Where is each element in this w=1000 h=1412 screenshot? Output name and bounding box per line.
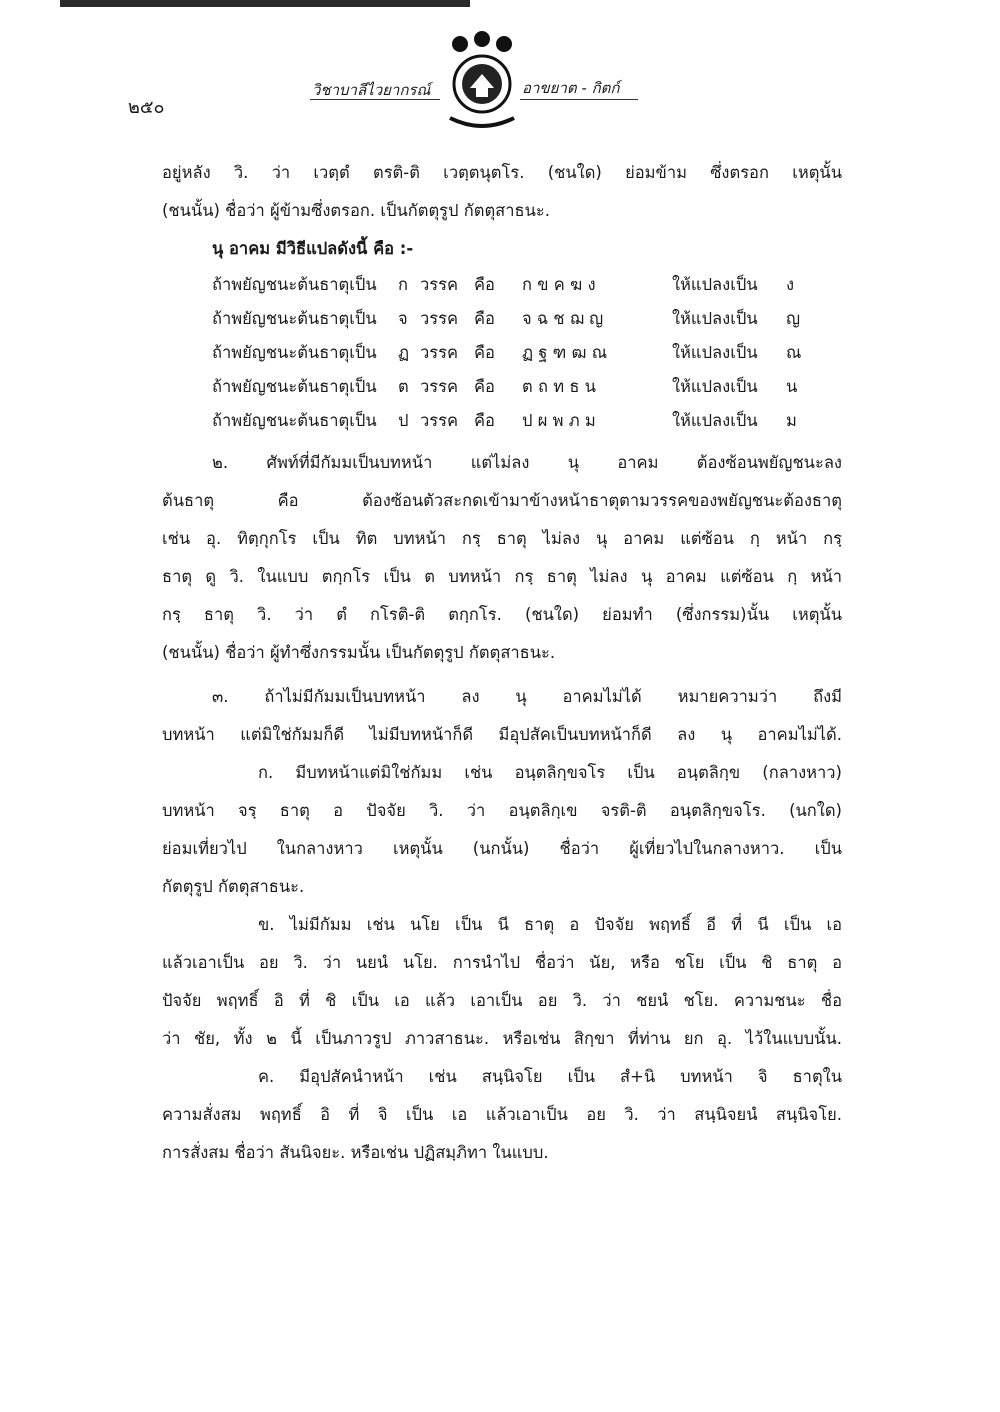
row-instruction: ให้แปลงเป็น	[672, 343, 758, 362]
ka-line: กัตตุรูป กัตตุสาธนะ.	[162, 877, 305, 896]
row-khue: คือ	[474, 275, 495, 294]
row-lead: ถ้าพยัญชนะต้นธาตุเป็น	[212, 309, 377, 328]
section-title: อาขยาต - กิตก์	[522, 79, 620, 97]
kho-line: การสั่งสม ชื่อว่า สันนิจยะ. หรือเช่น ปฏิสมฺภิทา ในแบบ.	[162, 1143, 549, 1162]
header-rule-left	[310, 99, 440, 100]
row-instruction: ให้แปลงเป็น	[672, 275, 758, 294]
intro-line: (ชนนั้น) ชื่อว่า ผู้ข้ามซึ่งตรอก. เป็นกัตตุรูป กัตตุสาธนะ.	[162, 201, 550, 220]
row-varga: วรรค	[420, 275, 459, 294]
rule2-line: กรฺ ธาตุ วิ. ว่า ตํ กโรติ-ติ ตกฺกโร. (ชนใด) ย่อมทำ (ซึ่งกรรม)นั้น เหตุนั้น	[162, 605, 842, 624]
row-result: ญ	[786, 309, 801, 328]
scan-edge-mark	[60, 0, 470, 7]
row-lead: ถ้าพยัญชนะต้นธาตุเป็น	[212, 343, 377, 362]
rule2-line: ธาตุ ดู วิ. ในแบบ ตกฺกโร เป็น ต บทหน้า กรฺ ธาตุ ไม่ลง นุ อาคม แต่ซ้อน กฺ หน้า	[162, 567, 842, 586]
row-lead: ถ้าพยัญชนะต้นธาตุเป็น	[212, 377, 377, 396]
row-consonants: ต ถ ท ธ น	[522, 377, 596, 396]
row-letter: ป	[398, 411, 409, 430]
kho-line: ค. มีอุปสัคนำหน้า เช่น สนฺนิจโย เป็น สํ+นิ บทหน้า จิ ธาตุใน	[258, 1067, 842, 1086]
row-result: น	[786, 377, 798, 396]
row-result: ม	[786, 411, 797, 430]
nu-heading: นุ อาคม มีวิธีแปลดังนี้ คือ :-	[212, 239, 414, 258]
rule2-line: เช่น อุ. ทิตฺกุกโร เป็น ทิต บทหน้า กรฺ ธาตุ ไม่ลง นุ อาคม แต่ซ้อน กฺ หน้า กรฺ	[162, 529, 842, 548]
row-result: ง	[786, 275, 795, 294]
table-row	[212, 336, 842, 370]
row-instruction: ให้แปลงเป็น	[672, 309, 758, 328]
row-khue: คือ	[474, 411, 495, 430]
emblem-icon	[440, 30, 524, 134]
kho-line: ความสั่งสม พฤทธิ์ อิ ที่ จิ เป็น เอ แล้วเอาเป็น อย วิ. ว่า สนฺนิจยนํ สนฺนิจโย.	[162, 1105, 842, 1124]
row-varga: วรรค	[420, 343, 459, 362]
page-body	[162, 154, 842, 1172]
nu-table	[212, 268, 842, 438]
row-consonants: ก ข ค ฆ ง	[522, 275, 596, 294]
row-letter: ก	[398, 275, 408, 294]
row-letter: ฏ	[398, 343, 410, 362]
row-consonants: ป ผ พ ภ ม	[522, 411, 596, 430]
rule3-line: บทหน้า แต่มิใช่กัมมก็ดี ไม่มีบทหน้าก็ดี มีอุปสัคเป็นบทหน้าก็ดี ลง นุ อาคมไม่ได้.	[162, 725, 842, 744]
row-lead: ถ้าพยัญชนะต้นธาตุเป็น	[212, 411, 377, 430]
row-consonants: จ ฉ ช ฌ ญ	[522, 309, 604, 328]
row-varga: วรรค	[420, 309, 459, 328]
row-khue: คือ	[474, 309, 495, 328]
row-lead: ถ้าพยัญชนะต้นธาตุเป็น	[212, 275, 377, 294]
kha-line: ว่า ชัย, ทั้ง ๒ นี้ เป็นภาวรูป ภาวสาธนะ. หรือเช่น สิกฺขา ที่ท่าน ยก อุ. ไว้ในแบบนั้น.	[162, 1029, 842, 1048]
table-row	[212, 370, 842, 404]
ka-line: ย่อมเที่ยวไป ในกลางหาว เหตุนั้น (นกนั้น) ชื่อว่า ผู้เที่ยวไปในกลางหาว. เป็น	[162, 839, 842, 858]
row-khue: คือ	[474, 343, 495, 362]
row-varga: วรรค	[420, 377, 459, 396]
header-rule-right	[520, 99, 638, 100]
row-varga: วรรค	[420, 411, 459, 430]
row-consonants: ฏ ฐ ฑ ฒ ณ	[522, 343, 608, 362]
ka-line: ก. มีบทหน้าแต่มิใช่กัมม เช่น อนฺตลิกฺขจโร เป็น อนฺตลิกฺข (กลางหาว)	[258, 763, 842, 782]
table-row	[212, 268, 842, 302]
kha-line: แล้วเอาเป็น อย วิ. ว่า นยนํ นโย. การนำไป ชื่อว่า นัย, หรือ ชโย เป็น ชิ ธาตุ อ	[162, 953, 842, 972]
rule2-line: ต้นธาตุ คือ ต้องซ้อนตัวสะกดเข้ามาข้างหน้าธาตุตามวรรคของพยัญชนะต้องธาตุ	[162, 491, 842, 510]
kha-line: ข. ไม่มีกัมม เช่น นโย เป็น นี ธาตุ อ ปัจจัย พฤทธิ์ อี ที่ นี เป็น เอ	[258, 915, 842, 934]
row-letter: จ	[398, 309, 408, 328]
row-result: ณ	[786, 343, 802, 362]
ka-line: บทหน้า จรฺ ธาตุ อ ปัจจัย วิ. ว่า อนฺตลิกฺเข จรติ-ติ อนฺตลิกฺขจโร. (นกใด)	[162, 801, 842, 820]
rule3-line: ๓. ถ้าไม่มีกัมมเป็นบทหน้า ลง นุ อาคมไม่ได้ หมายความว่า ถึงมี	[212, 687, 842, 706]
row-instruction: ให้แปลงเป็น	[672, 411, 758, 430]
rule2-line: (ชนนั้น) ชื่อว่า ผู้ทำซึ่งกรรมนั้น เป็นกัตตุรูป กัตตุสาธนะ.	[162, 643, 556, 662]
intro-line: อยู่หลัง วิ. ว่า เวตฺตํ ตรติ-ติ เวตฺตนุตโร. (ชนใด) ย่อมข้าม ซึ่งตรอก เหตุนั้น	[162, 163, 842, 182]
row-letter: ต	[398, 377, 409, 396]
kha-line: ปัจจัย พฤทธิ์ อิ ที่ ชิ เป็น เอ แล้ว เอาเป็น อย วิ. ว่า ชยนํ ชโย. ความชนะ ชื่อ	[162, 991, 842, 1010]
page-number: ๒๕๐	[128, 97, 165, 118]
row-instruction: ให้แปลงเป็น	[672, 377, 758, 396]
book-title: วิชาบาลีไวยากรณ์	[312, 81, 431, 99]
table-row	[212, 302, 842, 336]
rule2-line: ๒. ศัพท์ที่มีกัมมเป็นบทหน้า แต่ไม่ลง นุ อาคม ต้องซ้อนพยัญชนะลง	[212, 453, 842, 472]
row-khue: คือ	[474, 377, 495, 396]
table-row	[212, 404, 842, 438]
